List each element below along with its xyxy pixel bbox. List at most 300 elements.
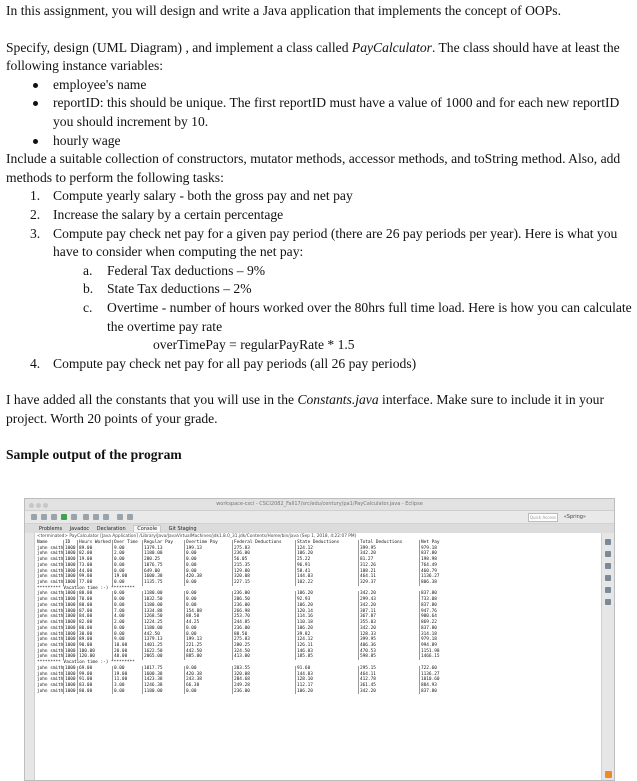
table-cell: 3.00 [114,682,125,688]
table-cell: 320.08 [234,671,250,677]
table-cell: 0.00 [114,591,125,597]
table-cell: 1000 [65,654,76,660]
table-cell: Over Time [114,540,138,545]
table-cell: 312.26 [360,562,376,568]
list-item: a. Federal Tax deductions – 9% [83,262,266,278]
table-cell: 1000 [65,671,76,677]
intro-paragraph: In this assignment, you will design and write a Java application that implements the concept of OOPs. [6,3,561,18]
table-cell: 1000 [65,551,76,557]
column-separator [184,689,185,695]
table-cell: 106.20 [297,591,313,597]
table-cell: 266.98 [234,608,250,614]
table-cell: 144.03 [297,671,313,677]
table-cell: 1000 [65,625,76,631]
table-cell: 88.50 [234,631,248,637]
table-cell: 44.25 [186,620,200,626]
table-cell: 70.00 [79,597,93,603]
table-cell: 1136.27 [421,574,440,580]
table-cell: 1401.25 [144,642,163,648]
constants-paragraph: I have added all the constants that you will use in the Constants.java interface. Make sure to include it in your project. Worth 20 points of your grade. [6,392,604,426]
table-cell: 0.00 [114,580,125,586]
table-cell: 342.20 [360,688,376,694]
eclipse-window [24,498,615,781]
table-cell: john smith [37,671,64,677]
table-cell: 188.21 [360,568,376,574]
table-cell: 106.20 [297,688,313,694]
table-cell: 198.98 [421,557,437,563]
main-toolbar [25,511,614,524]
table-cell: 0.00 [186,562,197,568]
table-cell: john smith [37,637,64,643]
right-trim-bar [601,533,614,780]
table-cell: 1000 [65,562,76,568]
table-cell: 837.80 [421,625,437,631]
table-cell: 420.38 [186,574,202,580]
table-cell: 460.79 [421,568,437,574]
table-cell: 146.03 [297,648,313,654]
table-cell: 1379.13 [144,637,163,643]
minimize-icon[interactable] [36,503,41,508]
table-cell: 199.13 [186,545,202,551]
table-cell: 0.00 [114,625,125,631]
table-cell: 320.08 [234,574,250,580]
class-name: PayCalculator [351,39,432,55]
table-cell: 58.41 [297,568,311,574]
table-cell: 25.22 [297,557,311,563]
table-cell: 1268.50 [144,614,163,620]
table-cell: 1000 [65,620,76,626]
table-cell: 280.25 [234,642,250,648]
bullet-icon [33,139,38,144]
table-cell: 91.00 [79,677,93,683]
table-cell: 144.03 [297,574,313,580]
table-cell: 0.00 [114,665,125,671]
table-cell: 99.00 [79,574,93,580]
table-cell: 80.00 [79,602,93,608]
notification-icon[interactable] [605,771,612,778]
table-cell: Hours Worked [79,540,111,545]
console-output [35,540,601,694]
list-item: hourly wage [6,132,632,151]
table-cell: 81.27 [360,557,374,563]
column-separator [142,689,143,695]
left-trim-bar [25,533,35,780]
table-cell: 342.20 [360,551,376,557]
table-cell: 236.00 [234,625,250,631]
table-cell: 82.00 [79,551,93,557]
table-cell: 837.80 [421,688,437,694]
outline-icon[interactable] [605,539,611,545]
servers-icon[interactable] [605,587,611,593]
external-tools-icon[interactable] [71,514,77,520]
table-cell: 1000 [65,608,76,614]
table-cell: 598.85 [360,654,376,660]
table-cell: 1000 [65,557,76,563]
list-item: employee's name [6,76,632,95]
list-item: 2. Increase the salary by a certain percentage [30,206,284,222]
table-cell: 442.50 [186,648,202,654]
table-cell: 420.38 [186,671,202,677]
table-cell: 56.05 [234,557,248,563]
table-cell: john smith [37,562,64,568]
task-list-icon[interactable] [605,551,611,557]
table-cell: 0.00 [114,597,125,603]
table-cell: 884.93 [421,682,437,688]
table-cell: 7.00 [114,608,125,614]
table-cell: 221.25 [186,642,202,648]
table-cell: john smith [37,608,64,614]
table-cell: 1600.38 [144,671,163,677]
table-cell: 722.60 [421,665,437,671]
table-cell: 342.20 [360,625,376,631]
table-cell: 0.00 [186,591,197,597]
table-cell: 100.00 [79,648,95,654]
bullet-icon [33,101,38,106]
table-cell: 154.88 [186,608,202,614]
overtime-formula: overTimePay = regularPayRate * 1.5 [153,337,355,353]
table-cell: Name [37,540,48,545]
table-cell: 1379.13 [144,545,163,551]
spring-explorer-icon[interactable] [605,575,611,581]
table-cell: 227.15 [234,580,250,586]
table-cell: 0.00 [186,602,197,608]
table-cell: 0.00 [186,625,197,631]
table-cell: 114.16 [297,614,313,620]
table-cell: john smith [37,688,64,694]
table-cell: 470.53 [360,648,376,654]
new-file-icon[interactable] [31,514,37,520]
column-separator [419,689,420,695]
table-cell: State Deductions [297,540,340,545]
new-class-icon[interactable] [83,514,89,520]
table-cell: 1000 [65,682,76,688]
table-cell: 837.80 [421,551,437,557]
table-cell: 1000 [65,688,76,694]
table-cell: 869.22 [421,620,437,626]
table-cell: 73.00 [79,562,93,568]
table-cell: 764.49 [421,562,437,568]
table-cell: 39.82 [297,631,311,637]
table-cell: 120.00 [79,654,95,660]
table-cell: 83.00 [79,682,93,688]
table-cell: 464.11 [360,574,376,580]
table-cell: 412.78 [360,677,376,683]
close-icon[interactable] [29,503,34,508]
table-cell: 1135.75 [144,580,163,586]
table-cell: john smith [37,551,64,557]
table-cell: 112.17 [297,682,313,688]
table-cell: 885.00 [186,654,202,660]
table-cell: 215.35 [234,562,250,568]
table-cell: 342.20 [360,602,376,608]
save-icon[interactable] [41,514,47,520]
column-separator [295,689,296,695]
table-cell: 249.28 [234,682,250,688]
table-cell: 399.95 [360,545,376,551]
table-cell: 1000 [65,568,76,574]
vacation-line: ********* Vacation time :-) ********* [37,585,135,591]
table-cell: 106.20 [297,602,313,608]
table-cell: 0.00 [114,562,125,568]
table-cell: john smith [37,597,64,603]
table-cell: 280.25 [144,557,160,563]
table-cell: 10.00 [114,642,128,648]
table-cell: 19.00 [79,557,93,563]
table-cell: 9.00 [114,637,125,643]
table-cell: 1000 [65,648,76,654]
table-cell: 0.00 [186,557,197,563]
table-cell: 0.00 [186,580,197,586]
table-cell: 129.80 [234,568,250,574]
list-item: 3. Compute pay check net pay for a given pay period (there are 26 pay periods per year). Here is what you have to consider when computing the net pay: [30,225,618,260]
table-cell: 947.76 [421,608,437,614]
table-cell: 40.00 [114,654,128,660]
table-cell: 1032.50 [144,597,163,603]
table-cell: 299.43 [360,597,376,603]
table-row [35,689,601,695]
table-cell: john smith [37,602,64,608]
table-cell: john smith [37,654,64,660]
bullet-icon [33,83,38,88]
hierarchy-icon[interactable] [605,563,611,569]
table-cell: 979.18 [421,637,437,643]
perspective-switcher[interactable]: «Spring» [563,514,586,520]
table-cell: 106.20 [297,625,313,631]
forward-icon[interactable] [127,514,133,520]
table-cell: 236.00 [234,602,250,608]
table-cell: 236.00 [234,591,250,597]
table-cell: 0.00 [186,665,197,671]
table-cell: 30.00 [79,631,93,637]
table-cell: 649.00 [144,568,160,574]
table-cell: 0.00 [114,602,125,608]
table-cell: 89.00 [79,637,93,643]
table-cell: 11.00 [114,677,128,683]
table-cell: 185.85 [297,654,313,660]
table-cell: Overtime Pay [186,540,218,545]
table-cell: 2065.00 [144,654,163,660]
table-cell: 0.00 [186,568,197,574]
list-item: reportID: this should be unique. The first reportID must have a value of 1000 and for each new reportID you should increment by 10. [6,94,632,131]
table-cell: 837.80 [421,591,437,597]
window-title: workspace-csci - CSCI2082_Fall17/src/edu/century/pa1/PayCalculator.java - Eclipse [216,501,423,507]
table-cell: 77.00 [79,580,93,586]
table-cell: 1000 [65,677,76,683]
table-cell: 1017.75 [144,665,163,671]
table-cell: 275.83 [234,545,250,551]
window-titlebar [25,499,614,511]
back-icon[interactable] [117,514,123,520]
table-cell: 1151.98 [421,648,440,654]
table-cell: john smith [37,557,64,563]
table-cell: john smith [37,665,64,671]
table-cell: 236.00 [234,551,250,557]
spec-paragraph [6,39,632,76]
markers-icon[interactable] [605,599,611,605]
table-cell: 1000 [65,631,76,637]
table-cell: 284.68 [234,677,250,683]
list-item: 1. Compute yearly salary - both the gross pay and net pay [30,188,353,204]
quick-access-input[interactable]: Quick Access [529,515,557,520]
run-icon[interactable] [61,514,67,520]
zoom-icon[interactable] [43,503,48,508]
table-cell: 0.00 [186,631,197,637]
table-cell: 1246.38 [144,682,163,688]
column-separator [77,689,78,695]
table-cell: 1180.00 [144,591,163,597]
table-cell: 314.18 [421,631,437,637]
table-cell: 4.00 [114,614,125,620]
table-cell: Federal Deductions [234,540,282,545]
table-cell: 80.00 [79,591,93,597]
table-cell: 1000 [65,597,76,603]
table-cell: Total Deductions [360,540,403,545]
table-cell: 1423.38 [144,677,163,683]
table-cell: 89.00 [79,545,93,551]
table-cell: john smith [37,574,64,580]
list-item: b. State Tax deductions – 2% [83,281,252,297]
table-cell: 87.00 [79,608,93,614]
table-cell: john smith [37,620,64,626]
table-cell: 979.18 [421,545,437,551]
table-cell: ID [65,540,71,545]
table-cell: 110.18 [297,620,313,626]
table-cell: 206.50 [234,597,250,603]
table-cell: john smith [37,642,64,648]
table-cell: 1010.60 [421,677,440,683]
table-cell: 1136.27 [421,671,440,677]
table-cell: 1000 [65,637,76,643]
table-cell: 2.00 [114,620,125,626]
table-cell: john smith [37,545,64,551]
table-cell: john smith [37,677,64,683]
table-cell: 124.12 [297,637,313,643]
table-cell: 1180.00 [144,688,163,694]
table-cell: 295.15 [360,665,376,671]
table-cell: 236.00 [234,688,250,694]
tab-javadoc[interactable]: Javadoc [69,526,90,532]
spec-text: Specify, design (UML Diagram) , and implement a class called [6,39,352,55]
spec-text-end: . The class should have at least the following instance variables: [6,39,620,74]
table-cell: 837.80 [421,602,437,608]
table-cell: 406.36 [360,642,376,648]
table-cell: 128.33 [360,631,376,637]
assignment-document [6,2,632,465]
sample-heading: Sample output of the program [6,447,182,463]
table-cell: 1622.50 [144,648,163,654]
table-cell: 90.00 [79,642,93,648]
table-cell: Net Pay [421,540,440,545]
table-cell: 124.12 [297,545,313,551]
table-cell: 1000 [65,602,76,608]
table-cell: 88.50 [186,614,200,620]
debug-icon[interactable] [51,514,57,520]
table-cell: 464.11 [360,671,376,677]
console-status: <terminated> PayCalculator [Java Application] /Library/Java/JavaVirtualMachines/jdk1.8.0_31.jdk/Contents/Home/bin/java (Sep 1, 2018, 4:22:07 PM) [37,534,357,539]
list-item: c. Overtime - number of hours worked over the 80hrs full time load. Here is how you can calculate the overtime pay rate [83,299,632,334]
table-cell: 399.95 [360,637,376,643]
table-cell: 900.64 [421,614,437,620]
table-cell: 387.11 [360,608,376,614]
table-cell: 1180.00 [144,625,163,631]
table-cell: john smith [37,648,64,654]
tab-git-staging[interactable]: Git Staging [168,526,197,532]
table-cell: 199.13 [186,637,202,643]
table-cell: 1076.75 [144,562,163,568]
table-cell: 69.00 [79,665,93,671]
table-cell: 994.89 [421,642,437,648]
table-cell: 733.08 [421,597,437,603]
column-separator [232,689,233,695]
table-cell: 1000 [65,545,76,551]
table-cell: 413.00 [234,654,250,660]
constants-file: Constants.java [297,392,379,408]
search-icon[interactable] [103,514,109,520]
table-cell: 1180.00 [144,551,163,557]
tab-console[interactable]: Console [133,525,161,532]
table-cell: 1000 [65,591,76,597]
table-cell: 342.20 [360,591,376,597]
table-cell: 253.70 [234,614,250,620]
table-cell: 82.00 [79,620,93,626]
table-cell: john smith [37,625,64,631]
table-cell: 1000 [65,580,76,586]
table-cell: 0.00 [186,688,197,694]
column-separator [358,689,359,695]
open-type-icon[interactable] [93,514,99,520]
table-cell: 442.50 [144,631,160,637]
table-cell: 0.00 [186,597,197,603]
table-cell: 96.91 [297,562,311,568]
list-item: 4. Compute pay check net pay for all pay periods (all 26 pay periods) [30,355,417,371]
table-cell: 324.50 [234,648,250,654]
vacation-line: ********* Vacation time :-) ********* [37,660,135,666]
table-cell: 355.03 [360,620,376,626]
table-cell: 92.93 [297,597,311,603]
table-cell: john smith [37,631,64,637]
table-cell: 2.00 [114,551,125,557]
table-cell: 1000 [65,642,76,648]
console-view[interactable] [35,533,601,780]
table-cell: 19.00 [114,574,128,580]
table-cell: 9.00 [114,545,125,551]
table-cell: 243.38 [186,677,202,683]
table-cell: 1180.00 [144,602,163,608]
table-cell: 1000 [65,614,76,620]
table-cell: 80.00 [79,625,93,631]
table-cell: john smith [37,682,64,688]
table-cell: 120.14 [297,608,313,614]
tab-declaration[interactable]: Declaration [96,526,126,532]
table-cell: 84.00 [79,614,93,620]
table-cell: Regular Pay [144,540,174,545]
table-cell: 1334.88 [144,608,163,614]
table-cell: 1000 [65,665,76,671]
tab-problems[interactable]: Problems [39,526,63,532]
table-cell: 329.37 [360,580,376,586]
table-cell: 80.00 [79,688,93,694]
table-cell: 0.00 [114,631,125,637]
methods-paragraph: Include a suitable collection of constructors, mutator methods, accessor methods, and toString method. Also, add methods to perform the following tasks: [6,151,621,185]
table-cell: 20.00 [114,648,128,654]
table-cell: 91.60 [297,665,311,671]
table-cell: 102.22 [297,580,313,586]
table-cell: 0.00 [114,568,125,574]
table-cell: john smith [37,591,64,597]
table-cell: 19.00 [114,671,128,677]
table-cell: john smith [37,580,64,586]
table-cell: 106.20 [297,551,313,557]
